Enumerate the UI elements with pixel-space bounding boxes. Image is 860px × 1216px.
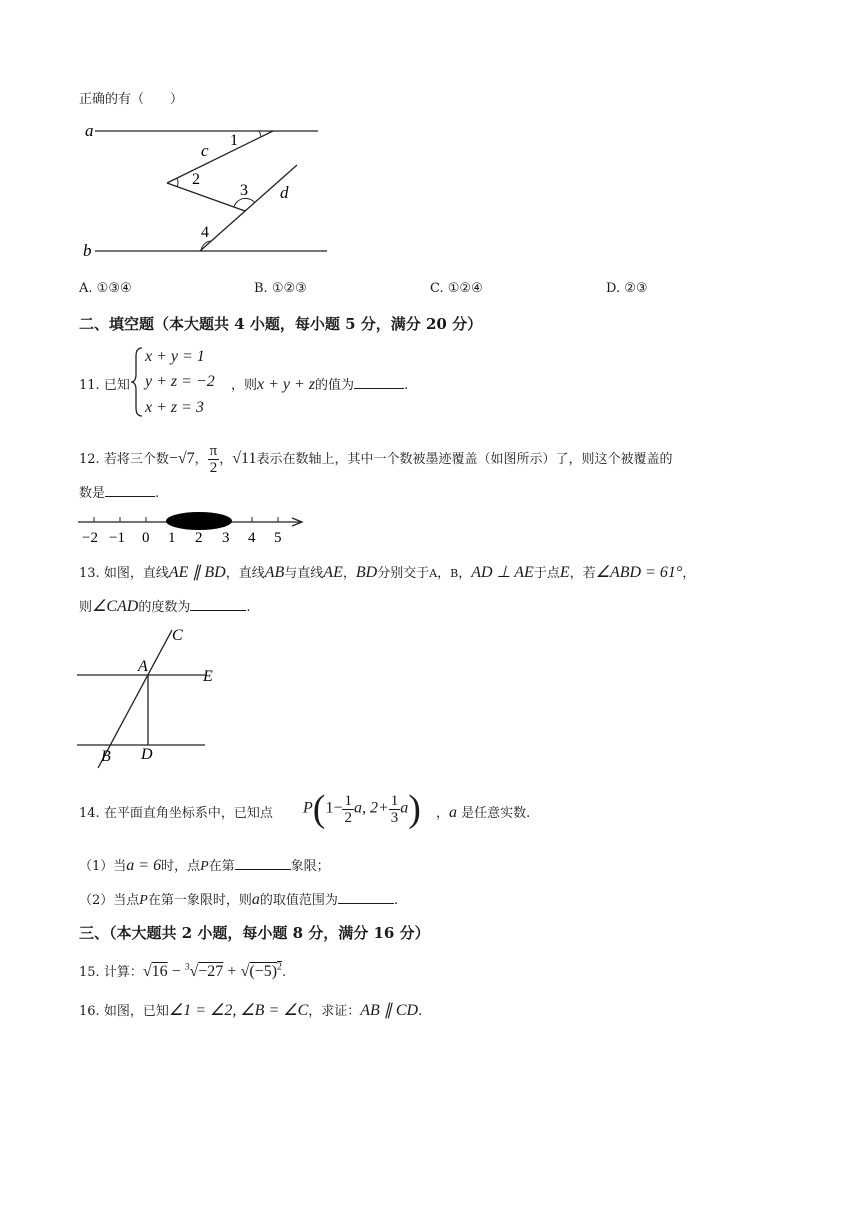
point-d: D: [141, 746, 153, 763]
q13-blank: [190, 598, 246, 611]
q10-figure: [75, 118, 335, 263]
label-d: d: [280, 183, 289, 202]
point-b: B: [101, 748, 111, 765]
axis-label: −1: [109, 530, 125, 546]
q16: 16. 如图，已知∠1 = ∠2, ∠B = ∠C，求证：AB ∥ CD.: [79, 1002, 423, 1019]
point-a: A: [138, 658, 148, 675]
angle-3: 3: [240, 182, 248, 199]
point-e: E: [203, 668, 213, 685]
line-d: [200, 165, 297, 251]
q14-line1: 14. 在平面直角坐标系中，已知点: [79, 806, 273, 821]
q11-blank: [354, 376, 404, 389]
q14-sub1: （1）当a = 6时，点P在第 象限；: [79, 857, 330, 874]
angle-2: 2: [192, 171, 200, 188]
label-a: a: [85, 121, 94, 140]
option-c: C. ①②④: [430, 281, 483, 296]
q12-blank: [105, 484, 155, 497]
axis-label: −2: [82, 530, 98, 546]
q12-line2: 数是 .: [79, 486, 160, 501]
axis-label: 5: [274, 530, 282, 546]
axis-label: 0: [142, 530, 150, 546]
axis-label: 2: [195, 530, 203, 546]
number-line: [78, 507, 308, 547]
q13-figure: [75, 625, 235, 770]
label-b: b: [83, 241, 92, 260]
q11-text: ，则x + y + z的值为 .: [231, 376, 409, 393]
q13-line2: 则∠CAD的度数为 .: [79, 598, 251, 615]
q14-line1-end: ，a 是任意实数.: [436, 804, 531, 821]
q11-eq1: x + y = 1: [145, 348, 205, 365]
line-c: [167, 131, 273, 183]
q12-line1: 12. 若将三个数−√7， $\frac{\pi}{2}$ ，√11表示在数轴上，其中一个数被墨迹覆盖（如图所示）了，则这个被覆盖的: [79, 443, 673, 476]
label-c: c: [201, 141, 209, 160]
option-b: B. ①②③: [254, 281, 307, 296]
q14-blank-1: [235, 857, 291, 870]
axis-label: 3: [222, 530, 230, 546]
q14-sub2: （2）当点P在第一象限时，则a的取值范围为 .: [79, 891, 399, 908]
q11-number: 11. 已知: [79, 378, 130, 393]
point-c: C: [172, 627, 183, 644]
q14-blank-2: [338, 891, 394, 904]
section-3-heading: 三、（本大题共 2 小题，每小题 8 分，满分 16 分）: [79, 924, 430, 942]
option-d: D. ②③: [606, 281, 648, 296]
axis-label: 1: [168, 530, 176, 546]
axis-label: 4: [248, 530, 256, 546]
angle-1: 1: [230, 132, 238, 149]
angle-4: 4: [201, 224, 209, 241]
section-2-heading: 二、填空题（本大题共 4 小题，每小题 5 分，满分 20 分）: [79, 315, 483, 333]
q15: 15. 计算：$√16 - ^3√-27 + √(-5)^2$.: [79, 961, 287, 980]
q10-tail: 正确的有（ ）: [79, 92, 184, 107]
q11-eq2: y + z = −2: [145, 373, 215, 390]
q14-point-expression: P(1− $\frac{1}{2}$ a, 2+ $\frac{1}{3}$ a): [303, 788, 421, 830]
option-a: A. ①③④: [79, 281, 132, 296]
q11-brace: [130, 346, 144, 418]
q13-line1: 13. 如图，直线AE ∥ BD，直线AB与直线AE，BD分别交于A，B，AD ⊥ AE于点E，若∠ABD = 61°，: [79, 564, 696, 581]
q11-eq3: x + z = 3: [145, 399, 204, 416]
ink-blot: [166, 512, 232, 530]
segment-2-3: [167, 183, 245, 211]
